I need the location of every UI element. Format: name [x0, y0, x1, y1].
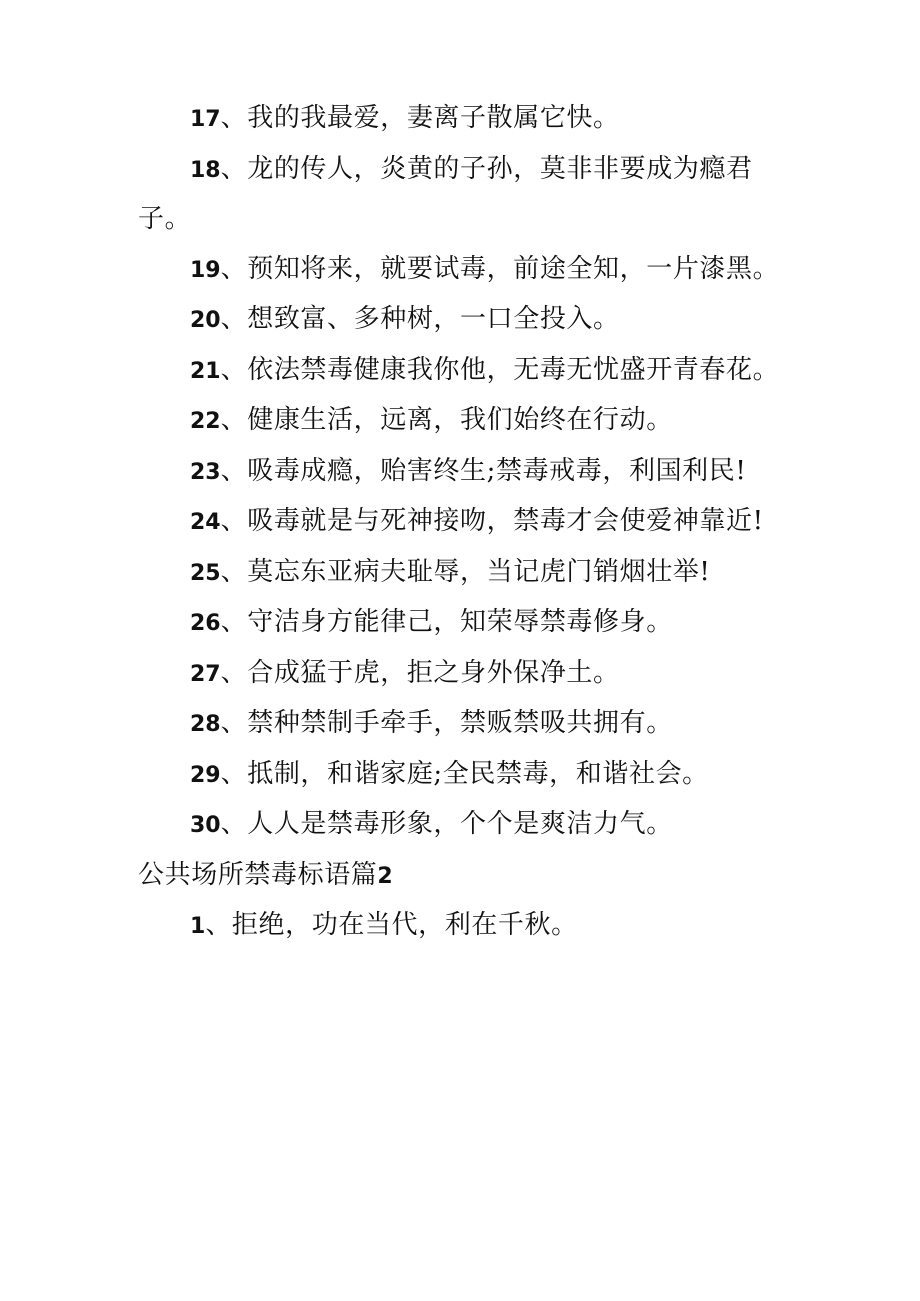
item-text: 、想致富、多种树，一口全投入。: [220, 304, 620, 334]
item-text: 、抵制，和谐家庭;全民禁毒，和谐社会。: [220, 758, 709, 789]
item-text: 、龙的传人，炎黄的子孙，莫非非要成为瘾君子。: [138, 153, 753, 234]
item-number: 26: [190, 611, 221, 636]
item-number: 24: [190, 510, 221, 535]
slogan-item-26: [138, 598, 783, 649]
slogan-item-17: [138, 94, 783, 145]
slogan-item-29: [138, 750, 783, 801]
item-text: 、预知将来，就要试毒，前途全知，一片漆黑。: [220, 253, 780, 284]
item-number: 25: [190, 560, 221, 586]
item-text: 、莫忘东亚病夫耻辱，当记虎门销烟壮举!: [220, 556, 711, 587]
item-number: 20: [190, 308, 221, 333]
slogan-item-18: [138, 145, 783, 245]
slogan-item-24: [138, 497, 783, 548]
item-number: 17: [190, 107, 221, 132]
slogan-item-22: [138, 396, 783, 447]
section-heading: [138, 851, 783, 902]
item-number: 28: [190, 712, 221, 737]
item-text: 、人人是禁毒形象，个个是爽洁力气。: [220, 809, 673, 839]
item-number: 1: [190, 914, 206, 939]
item-text: 、拒绝，功在当代，利在千秋。: [205, 910, 578, 940]
slogan-item-30: [138, 800, 783, 851]
item-number: 19: [190, 257, 221, 283]
item-number: 29: [190, 762, 221, 788]
item-number: 23: [190, 459, 221, 485]
item-number: 22: [190, 409, 221, 434]
slogan-item-28: [138, 699, 783, 750]
slogan-item-25: [138, 548, 783, 599]
item-number: 21: [190, 358, 221, 384]
item-text: 、禁种禁制手牵手，禁贩禁吸共拥有。: [220, 708, 673, 738]
document-content: [138, 94, 783, 952]
section-item-1: [138, 901, 783, 952]
slogan-item-20: [138, 295, 783, 346]
item-number: 30: [190, 813, 221, 838]
item-text: 、吸毒就是与死神接吻，禁毒才会使爱神靠近!: [220, 506, 764, 536]
section-number: 2: [377, 863, 393, 889]
slogan-item-19: [138, 245, 783, 296]
item-text: 、合成猛于虎，拒之身外保净土。: [220, 657, 620, 688]
item-text: 、健康生活，远离，我们始终在行动。: [220, 405, 673, 435]
slogan-item-27: [138, 649, 783, 700]
item-text: 、吸毒成瘾，贻害终生;禁毒戒毒，利国利民!: [220, 455, 747, 486]
item-number: 27: [190, 661, 221, 687]
slogan-item-23: [138, 447, 783, 498]
item-text: 、我的我最爱，妻离子散属它快。: [220, 103, 620, 133]
slogan-item-21: [138, 346, 783, 397]
section-title: 公共场所禁毒标语篇: [138, 859, 378, 890]
item-text: 、守洁身方能律己，知荣辱禁毒修身。: [220, 607, 673, 637]
item-number: 18: [190, 157, 221, 183]
item-text: 、依法禁毒健康我你他，无毒无忧盛开青春花。: [220, 354, 780, 385]
